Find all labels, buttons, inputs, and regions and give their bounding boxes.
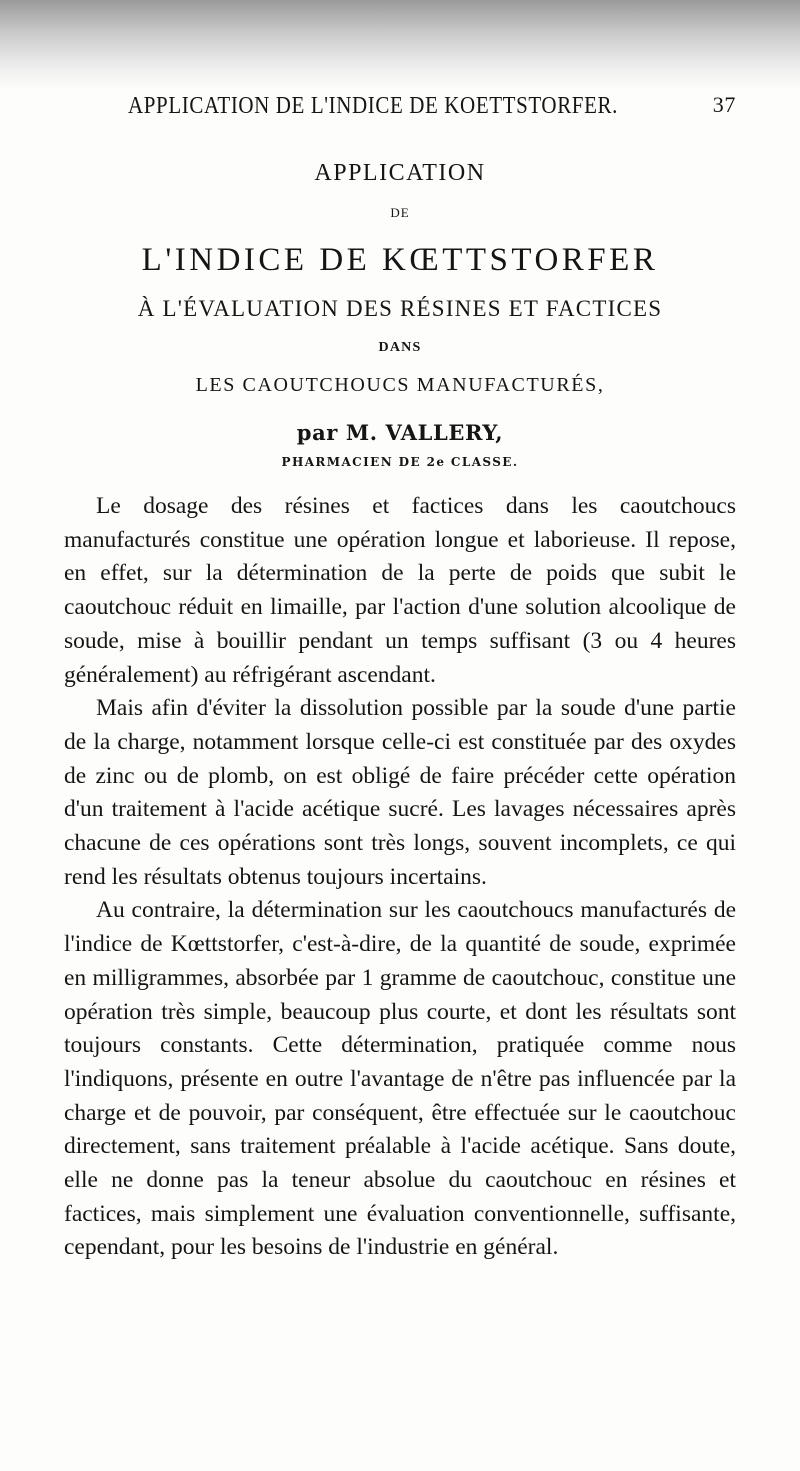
author-name: par M. VALLERY,: [296, 420, 504, 445]
heading-indice: L'INDICE DE KŒTTSTORFER: [141, 242, 659, 278]
heading-caoutchoucs: LES CAOUTCHOUCS MANUFACTURÉS,: [195, 374, 605, 396]
heading-application: APPLICATION: [314, 160, 486, 186]
heading-dans: DANS: [378, 340, 422, 355]
scan-shadow: [0, 0, 800, 90]
paragraph: Au contraire, la détermination sur les caoutchoucs manufacturés de l'indice de Kœttstorfer, c'est-à-dire, de la quantité de soude, exprimée en milligrammes, absorbée par 1 gramme de caoutchouc, constitue une opération très simple, beaucoup plus courte, et dont les résultats sont toujours constants. Cette détermination, pratiquée comme nous l'indiquons, présente en outre l'avantage de n'être pas influencée par la charge et de pouvoir, par conséquent, être effectuée sur le caoutchouc directement, sans traitement préalable à l'acide acétique. Sans doute, elle ne donne pas la teneur absolue du caoutchouc en résines et factices, mais simplement une évaluation conventionnelle, suffisante, cependant, pour les besoins de l'industrie en général.: [64, 897, 736, 1261]
heading-evaluation: À L'ÉVALUATION DES RÉSINES ET FACTICES: [137, 296, 663, 321]
paragraph: Le dosage des résines et factices dans les caoutchoucs manufacturés constitue une opération longue et laborieuse. Il repose, en effet, sur la détermination de la perte de poids que subit le caoutchouc réduit en limaille, par l'action d'une solution alcoolique de soude, mise à bouillir pendant un temps suffisant (3 ou 4 heures généralement) au réfrigérant ascendant.: [64, 493, 736, 688]
heading-de: DE: [390, 205, 410, 220]
running-head-title: APPLICATION DE L'INDICE DE KOETTSTORFER.: [128, 90, 618, 119]
author-title: PHARMACIEN DE 2e CLASSE.: [281, 455, 519, 469]
running-head: [128, 88, 736, 122]
page-number: 37: [712, 92, 736, 117]
paragraph: Mais afin d'éviter la dissolution possible par la soude d'une partie de la charge, notamment lorsque celle-ci est constituée par des oxydes de zinc ou de plomb, on est obligé de faire précéder cette opération d'un traitement à l'acide acétique sucré. Les lavages nécessaires après chacune de ces opérations sont très longs, souvent incomplets, ce qui rend les résultats obtenus toujours incertains.: [64, 695, 736, 890]
article-body: [64, 490, 736, 1265]
